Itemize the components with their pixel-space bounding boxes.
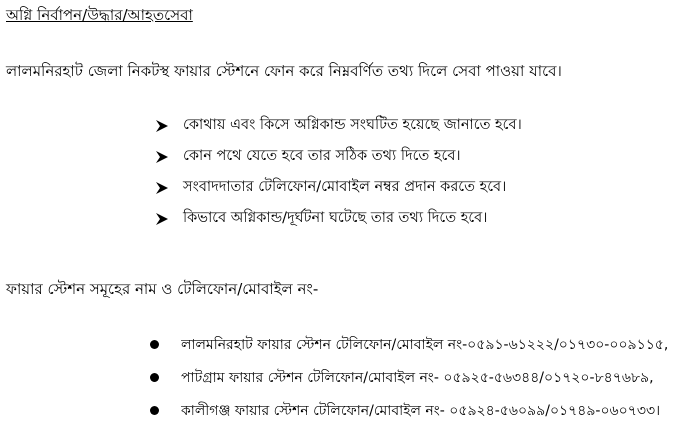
arrowhead-icon (155, 181, 183, 195)
list-item (150, 394, 698, 427)
bullet-icon (150, 373, 159, 382)
instruction-text: কোন পথে যেতে হবে তার সঠিক তথ্য দিতে হবে। (183, 147, 461, 164)
list-item (150, 328, 698, 361)
list-item (155, 203, 522, 234)
instruction-text: কিভাবে অগ্নিকান্ড/দূর্ঘটনা ঘটেছে তার তথ্য দিতে হবে। (183, 209, 488, 226)
arrowhead-icon (155, 119, 183, 133)
list-item (155, 141, 522, 172)
station-text: লালমনিরহাট ফায়ার স্টেশন টেলিফোন/মোবাইল নং-০৫৯১-৬১২২২/০১৭৩০-০০৯১১৫, (181, 336, 669, 353)
station-list (150, 328, 698, 427)
intro-paragraph: লালমনিরহাট জেলা নিকটস্থ ফায়ার স্টেশনে ফোন করে নিম্নবর্ণিত তথ্য দিলে সেবা পাওয়া যাবে। (6, 62, 562, 80)
arrowhead-icon (155, 212, 183, 226)
list-item (155, 110, 522, 141)
instruction-text: কোথায় এবং কিসে অগ্নিকান্ড সংঘটিত হয়েছে জানাতে হবে। (183, 116, 522, 133)
stations-heading: ফায়ার স্টেশন সমূহের নাম ও টেলিফোন/মোবাইল নং- (6, 280, 319, 298)
bullet-icon (150, 406, 159, 415)
list-item (155, 172, 522, 203)
list-item (150, 361, 698, 394)
instruction-text: সংবাদদাতার টেলিফোন/মোবাইল নম্বর প্রদান করতে হবে। (183, 178, 507, 195)
bullet-icon (150, 340, 159, 349)
station-text: পাটগ্রাম ফায়ার স্টেশন টেলিফোন/মোবাইল নং- ০৫৯২৫-৫৬৩৪৪/০১৭২০-৮৪৭৬৮৯, (181, 369, 654, 386)
page-heading: অগ্নি নির্বাপন/উদ্ধার/আহতসেবা (6, 6, 193, 24)
station-text: কালীগঞ্জ ফায়ার স্টেশন টেলিফোন/মোবাইল নং- ০৫৯২৪-৫৬০৯৯/০১৭৪৯-০৬০৭৩৩। (181, 402, 661, 419)
arrowhead-icon (155, 150, 183, 164)
instruction-list (155, 110, 522, 234)
